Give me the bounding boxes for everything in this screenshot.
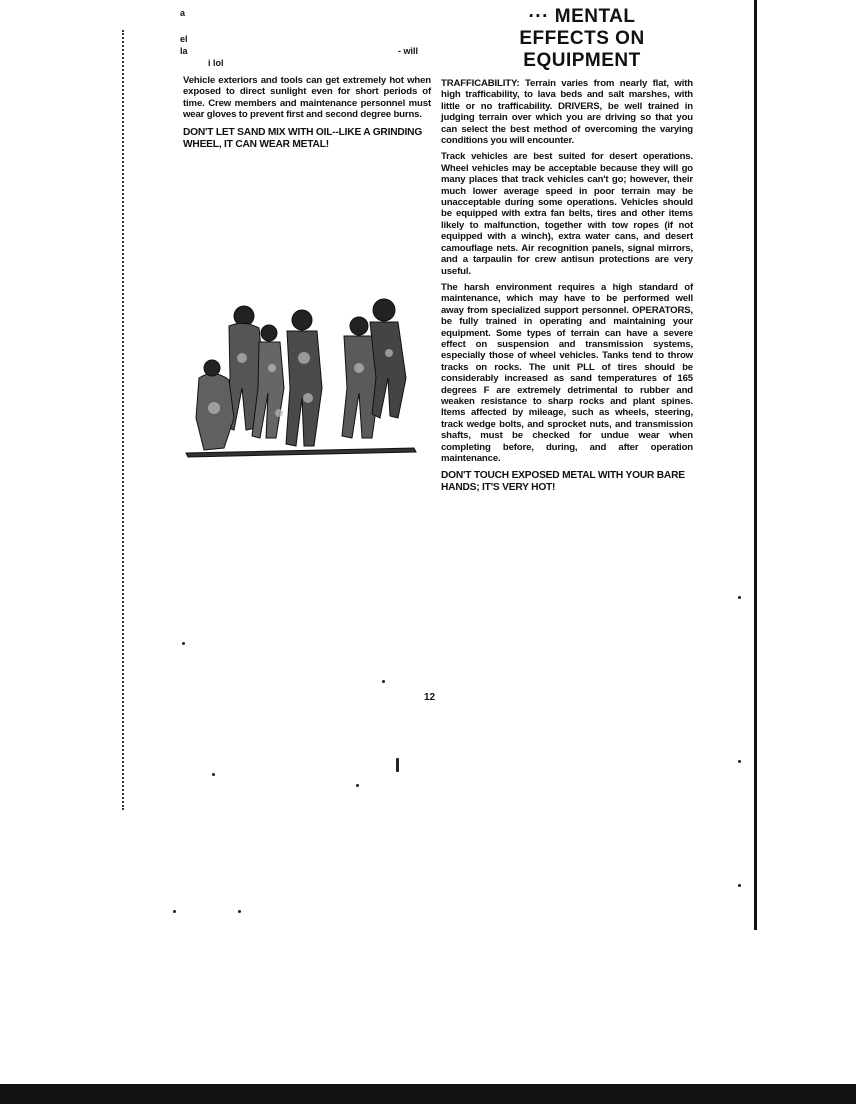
heading-line-2: EFFECTS ON: [519, 28, 645, 49]
scan-speck: [738, 760, 741, 763]
hot-metal-caution: DON'T TOUCH EXPOSED METAL WITH YOUR BARE HANDS; IT'S VERY HOT!: [441, 470, 685, 494]
maintenance-paragraph: The harsh environment requires a high standard of maintenance, which may have to be performed well away from specialized support personnel. OPERATORS, be fully trained in operating and maintaining your equipment. Some types of terrain can have a severe effect on suspension and transmission systems, especially those of wheel vehicles. Tanks tend to throw tracks on rocks. The unit PLL of tires should be considerably increased as sand temperatures of 165 degrees F are extremely detrimental to rubber and weaken resistance to sharp rocks and plant spines. Items affected by mileage, such as wheels, steering, track wedge bolts, and sprocket nuts, and transmission shafts, must be checked for undue wear when completing before, during, and after operation maintenance.: [441, 281, 693, 464]
fragment-text: el: [180, 34, 188, 44]
fragment-text: i lol: [208, 58, 224, 68]
scan-edge-left: [122, 30, 126, 810]
soldiers-illustration: [184, 298, 420, 458]
scan-speck: [212, 773, 215, 776]
top-left-fragments: [178, 6, 418, 76]
right-column: [441, 78, 693, 494]
scan-speck: [356, 784, 359, 787]
fragment-text: a: [180, 8, 186, 18]
heading-line-1: ··· MENTAL: [528, 6, 636, 27]
scan-speck: [396, 758, 399, 772]
scan-edge-right: [754, 0, 757, 930]
heading-line-3: EQUIPMENT: [523, 50, 641, 71]
page-number: 12: [424, 692, 436, 703]
scan-speck: [738, 884, 741, 887]
scan-speck: [173, 910, 176, 913]
fragment-text: la: [180, 46, 188, 56]
track-vehicles-paragraph: Track vehicles are best suited for desert operations. Wheel vehicles may be acceptable because they will go many places that track vehicles can't go; however, their much lower average speed in poor terrain may be unacceptable during some operations. Vehicles should be equipped with extra fan belts, tires and other items likely to malfunction, together with tow ropes (if not equipped with a winch), extra water cans, and desert camouflage nets. Air recognition panels, signal mirrors, and a tarpaulin for crew antisun protections are very useful.: [441, 151, 693, 277]
fragment-text: - will: [398, 46, 418, 56]
scan-bottom-bar: [0, 1084, 856, 1104]
hot-surfaces-paragraph: Vehicle exteriors and tools can get extremely hot when exposed to direct sunlight even for short periods of time. Crew members and maintenance personnel must wear gloves to prevent first and second degree burns.: [183, 75, 431, 121]
left-column: [183, 75, 431, 151]
scan-speck: [182, 642, 185, 645]
scan-speck: [738, 596, 741, 599]
sand-oil-caution: DON'T LET SAND MIX WITH OIL--LIKE A GRINDING WHEEL, IT CAN WEAR METAL!: [183, 126, 423, 150]
section-heading: [497, 6, 667, 72]
scan-speck: [238, 910, 241, 913]
trafficability-paragraph: TRAFFICABILITY: Terrain varies from nearly flat, with high trafficability, to lava beds and salt marshes, with little or no trafficability. DRIVERS, be well trained in judging terrain over which you are driving so that you can select the best method of overcoming the varying conditions you will encounter.: [441, 78, 693, 147]
scan-speck: [382, 680, 385, 683]
